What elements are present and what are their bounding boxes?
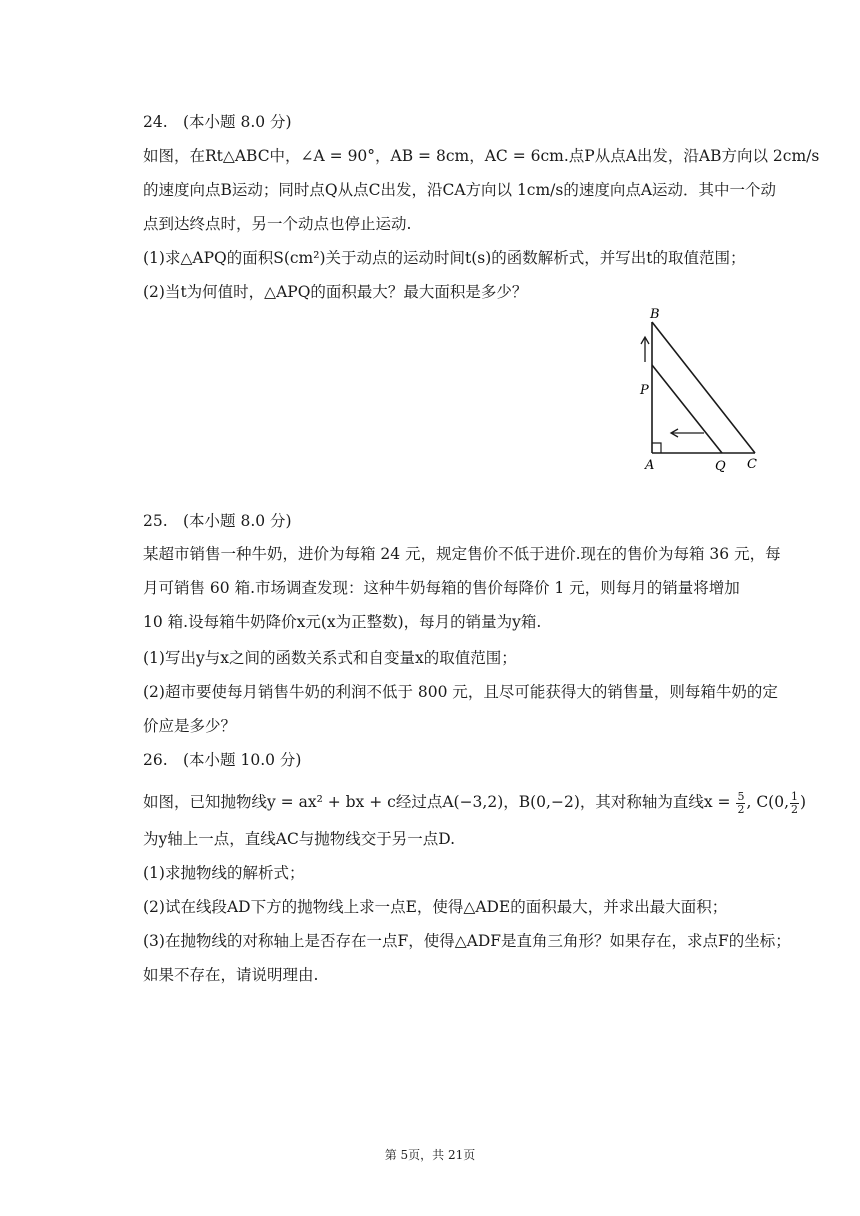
right-angle-mark <box>652 443 661 453</box>
q25-line2: 月可销售 60 箱.市场调查发现：这种牛奶每箱的售价每降价 1 元，则每月的销量将增加 <box>143 579 740 597</box>
q26-heading <box>143 750 301 770</box>
q25-part2-line2: 价应是多少？ <box>143 717 237 735</box>
frac1-denominator: 2 <box>737 802 745 816</box>
q24-line1: 如图，在Rt△ABC中，∠A = 90°，AB = 8cm，AC = 6cm.点P从点A出发，沿AB方向以 2cm/s <box>143 147 820 165</box>
q26-part3-line2: 如果不存在，请说明理由. <box>143 966 319 984</box>
page-footer: 第 5页，共 21页 <box>384 1148 476 1162</box>
q26-meta: (本小题 10.0 分) <box>183 751 302 769</box>
q25-part1: (1)写出y与x之间的函数关系式和自变量x的取值范围； <box>143 649 517 667</box>
frac2-denominator: 2 <box>791 802 799 816</box>
q25-heading <box>143 511 292 531</box>
segment-pq <box>652 365 722 453</box>
q26-part1: (1)求抛物线的解析式； <box>143 864 305 882</box>
q26-part2: (2)试在线段AD下方的抛物线上求一点E，使得△ADE的面积最大，并求出最大面积； <box>143 898 728 916</box>
q26-part3-line1: (3)在抛物线的对称轴上是否存在一点F，使得△ADF是直角三角形？如果存在，求点F的坐标； <box>143 932 791 950</box>
label-b: B <box>650 307 660 322</box>
q24-number: 24. <box>143 113 168 131</box>
q24-meta: (本小题 8.0 分) <box>183 113 292 131</box>
q26-line1-text: 如图，已知抛物线y = ax² + bx + c经过点A(−3,2)，B(0,−2)，其对称轴为直线x = <box>143 793 731 811</box>
frac2-numerator: 1 <box>791 789 799 803</box>
q26-line2: 为y轴上一点，直线AC与抛物线交于另一点D. <box>143 830 456 848</box>
label-q: Q <box>715 459 726 474</box>
q26-number: 26. <box>143 751 168 769</box>
q24-part1: (1)求△APQ的面积S(cm²)关于动点的运动时间t(s)的函数解析式，并写出t的取值范围； <box>143 249 746 267</box>
fraction-five-halves <box>736 791 745 816</box>
q26-line1-close: ) <box>800 793 807 811</box>
fraction-one-half <box>790 791 799 816</box>
q24-line3: 点到达终点时，另一个动点也停止运动. <box>143 215 412 233</box>
q25-number: 25. <box>143 512 168 530</box>
label-a: A <box>645 458 655 473</box>
q25-line3: 10 箱.设每箱牛奶降价x元(x为正整数)，每月的销量为y箱. <box>143 613 542 631</box>
frac1-numerator: 5 <box>737 789 745 803</box>
q24-heading <box>143 112 292 132</box>
label-p: P <box>640 383 649 398</box>
label-c: C <box>747 457 757 472</box>
q26-line1-point-c: , C(0, <box>746 793 790 811</box>
q25-part2-line1: (2)超市要使每月销售牛奶的利润不低于 800 元，且尽可能获得大的销售量，则每箱牛奶的定 <box>143 683 778 701</box>
q25-meta: (本小题 8.0 分) <box>183 512 292 530</box>
q24-part2: (2)当t为何值时，△APQ的面积最大？最大面积是多少？ <box>143 283 528 301</box>
q26-line1 <box>143 790 806 816</box>
q24-triangle-figure <box>632 302 782 482</box>
q25-line1: 某超市销售一种牛奶，进价为每箱 24 元，规定售价不低于进价.现在的售价为每箱 36 元，每 <box>143 545 781 563</box>
q24-line2: 的速度向点B运动；同时点Q从点C出发，沿CA方向以 1cm/s的速度向点A运动．其中一个动 <box>143 181 777 199</box>
